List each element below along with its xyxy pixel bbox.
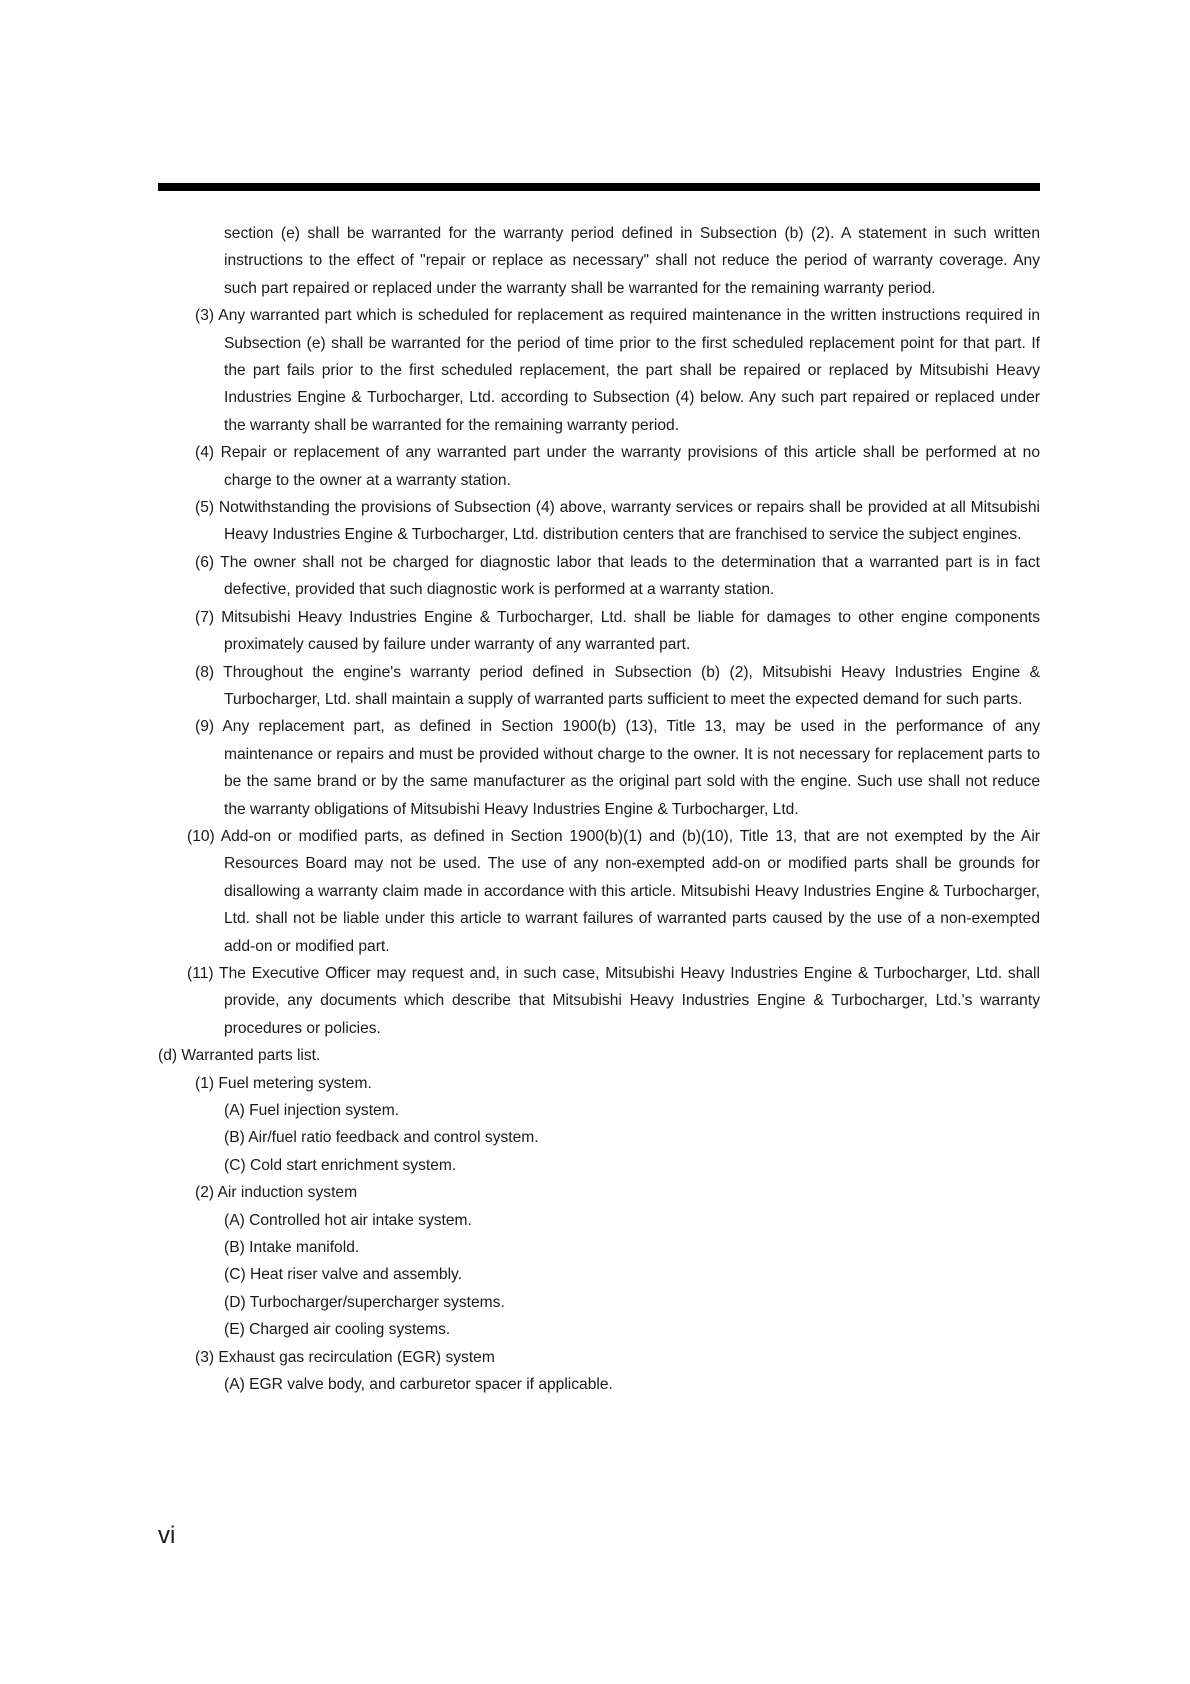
page-number: vi [158, 1522, 176, 1549]
air-item-d: (D) Turbocharger/supercharger systems. [224, 1293, 505, 1311]
egr-item-a: (A) EGR valve body, and carburetor spacer if applicable. [224, 1376, 613, 1394]
header-rule [158, 183, 1040, 191]
parts-list-heading: (d) Warranted parts list. [158, 1047, 321, 1065]
fuel-item-c: (C) Cold start enrichment system. [224, 1156, 457, 1174]
fuel-item-b: (B) Air/fuel ratio feedback and control system. [224, 1129, 539, 1147]
air-induction-title: (2) Air induction system [195, 1184, 358, 1202]
air-item-c: (C) Heat riser valve and assembly. [224, 1266, 463, 1284]
paragraph-item-10: (10) Add-on or modified parts, as defined in Section 1900(b)(1) and (b)(10), Title 13, that are not exempted by the Air Resources Board may not be used. The use of any non-exempted add-on or modified parts shall be grounds for disallowing a warranty claim made in accordance with this article. Mitsubishi Heavy Industries Engine & Turbocharger, Ltd. shall not be liable under this article to warrant failures of warranted parts caused by the use of a non-exempted add-on or modified part. [187, 827, 1040, 955]
paragraph-item-3: (3) Any warranted part which is scheduled for replacement as required maintenance in the written instructions required in Subsection (e) shall be warranted for the period of time prior to the first scheduled replacement point for that part. If the part fails prior to the first scheduled replacement, the part shall be repaired or replaced by Mitsubishi Heavy Industries Engine & Turbocharger, Ltd. according to Subsection (4) below. Any such part repaired or replaced under the warranty shall be warranted for the remaining warranty period. [195, 307, 1040, 434]
paragraph-item-5: (5) Notwithstanding the provisions of Subsection (4) above, warranty services or repairs shall be provided at all Mitsubishi Heavy Industries Engine & Turbocharger, Ltd. distribution centers that are franchised to service the subject engines. [195, 499, 1040, 544]
air-item-a: (A) Controlled hot air intake system. [224, 1211, 472, 1229]
air-item-b: (B) Intake manifold. [224, 1239, 360, 1257]
paragraph-item-4: (4) Repair or replacement of any warranted part under the warranty provisions of this article shall be performed at no charge to the owner at a warranty station. [195, 444, 1040, 489]
document-body [158, 220, 1040, 1398]
paragraph-continuation: section (e) shall be warranted for the warranty period defined in Subsection (b) (2). A statement in such written instructions to the effect of "repair or replace as necessary" shall not reduce the period of warranty coverage. Any such part repaired or replaced under the warranty shall be warranted for the remaining warranty period. [224, 225, 1040, 297]
paragraph-item-8: (8) Throughout the engine's warranty period defined in Subsection (b) (2), Mitsubishi Heavy Industries Engine & Turbocharger, Ltd. shall maintain a supply of warranted parts sufficient to meet the expected demand for such parts. [195, 663, 1040, 708]
paragraph-item-7: (7) Mitsubishi Heavy Industries Engine & Turbocharger, Ltd. shall be liable for damages to other engine components proximately caused by failure under warranty of any warranted part. [195, 608, 1040, 654]
fuel-metering-title: (1) Fuel metering system. [195, 1074, 372, 1092]
paragraph-item-9: (9) Any replacement part, as defined in Section 1900(b) (13), Title 13, may be used in the performance of any maintenance or repairs and must be provided without charge to the owner. It is not necessary for replacement parts to be the same brand or by the same manufacturer as the original part sold with the engine. Such use shall not reduce the warranty obligations of Mitsubishi Heavy Industries Engine & Turbocharger, Ltd. [195, 718, 1040, 818]
air-item-e: (E) Charged air cooling systems. [224, 1321, 451, 1339]
fuel-item-a: (A) Fuel injection system. [224, 1102, 400, 1119]
paragraph-item-6: (6) The owner shall not be charged for diagnostic labor that leads to the determination that a warranted part is in fact defective, provided that such diagnostic work is performed at a warranty station. [195, 553, 1040, 599]
egr-title: (3) Exhaust gas recirculation (EGR) system [195, 1348, 495, 1366]
paragraph-item-11: (11) The Executive Officer may request and, in such case, Mitsubishi Heavy Industries Engine & Turbocharger, Ltd. shall provide, any documents which describe that Mitsubishi Heavy Industries Engine & Turbocharger, Ltd.'s warranty procedures or policies. [187, 964, 1040, 1037]
